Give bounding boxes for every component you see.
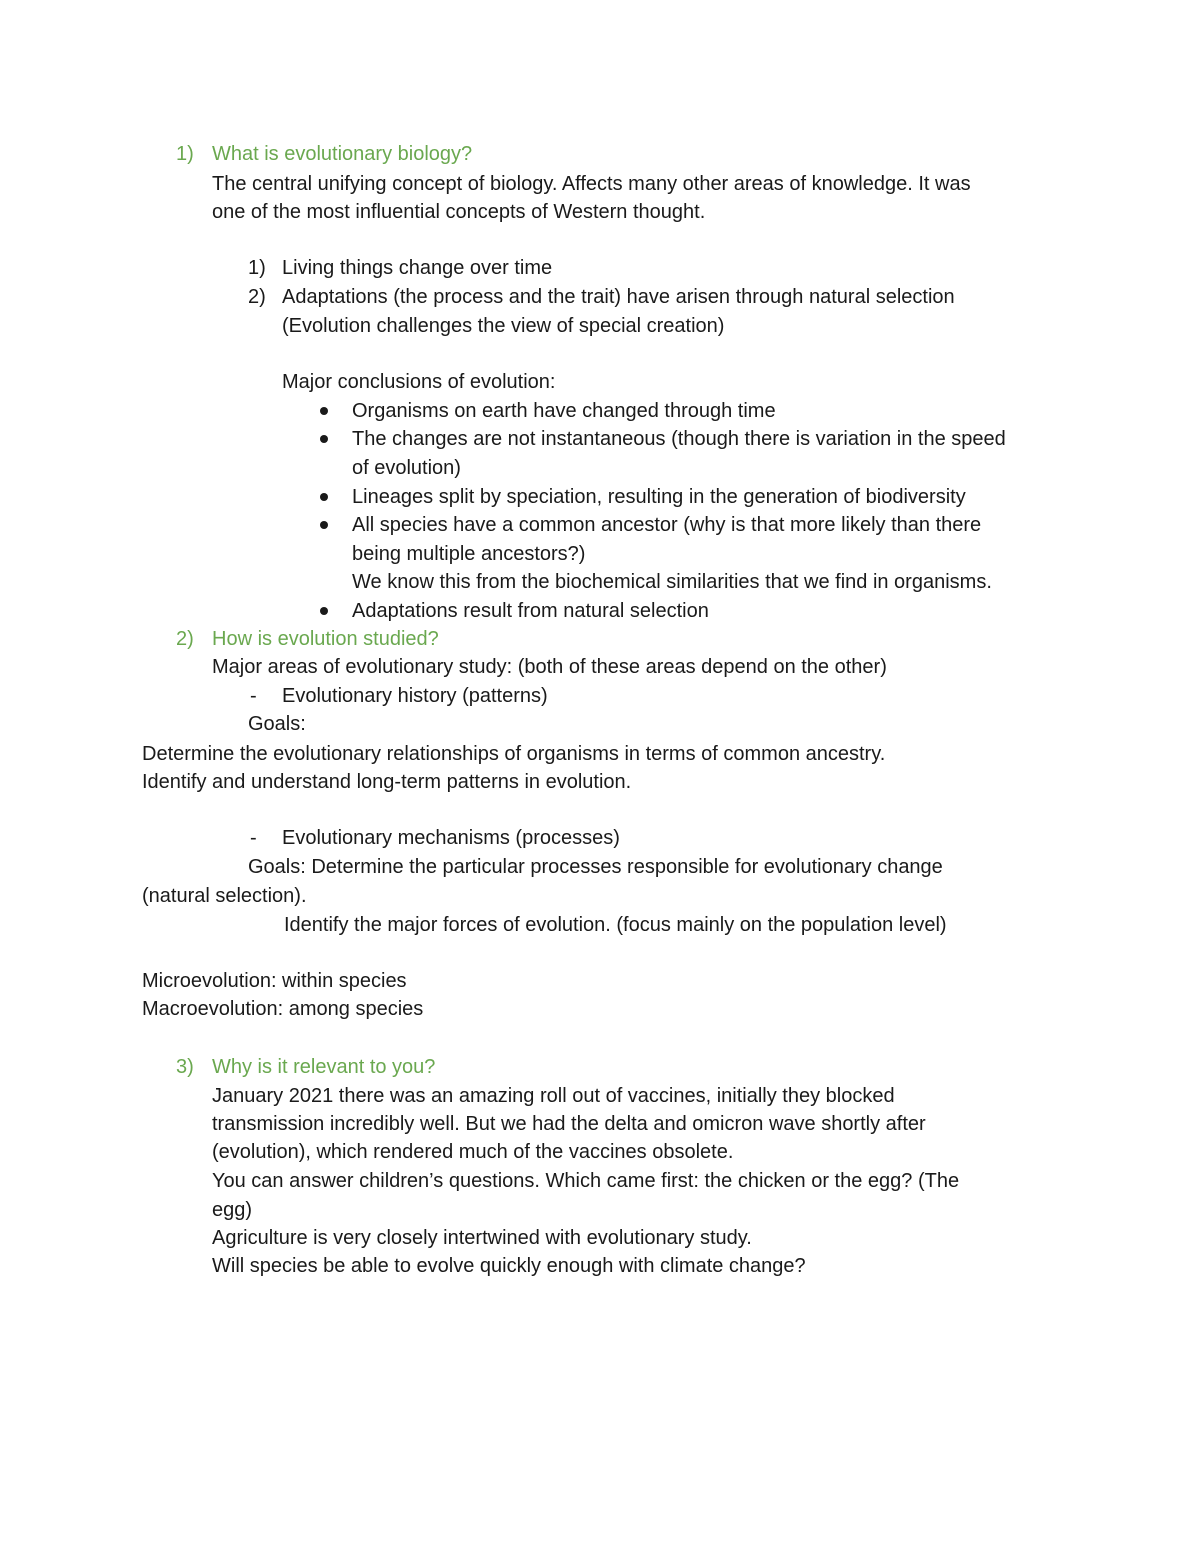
- microevolution-line: Microevolution: within species: [142, 970, 407, 992]
- conclusion-text: Adaptations result from natural selection: [352, 600, 709, 622]
- conclusions-title: Major conclusions of evolution:: [282, 371, 556, 393]
- bullet-icon: [320, 493, 328, 501]
- dash-marker: -: [250, 827, 257, 849]
- point-number: 1): [248, 257, 266, 279]
- area-title: Evolutionary mechanisms (processes): [282, 827, 620, 849]
- section-3-line: January 2021 there was an amazing roll out of vaccines, initially they blocked: [212, 1085, 895, 1107]
- section-3-number: 3): [176, 1056, 194, 1078]
- section-3-line: You can answer children’s questions. Which came first: the chicken or the egg? (The: [212, 1170, 960, 1192]
- goals-label: Goals:: [248, 713, 306, 735]
- section-2-heading: How is evolution studied?: [212, 628, 439, 650]
- section-3-line: Will species be able to evolve quickly enough with climate change?: [212, 1255, 806, 1277]
- bullet-icon: [320, 435, 328, 443]
- goal-text: (natural selection).: [142, 885, 307, 907]
- macroevolution-line: Macroevolution: among species: [142, 998, 424, 1020]
- point-number: 2): [248, 286, 266, 308]
- section-1-intro-line: one of the most influential concepts of Western thought.: [212, 201, 706, 223]
- section-1-intro-line: The central unifying concept of biology. Affects many other areas of knowledge. It was: [212, 173, 971, 195]
- section-3-line: (evolution), which rendered much of the vaccines obsolete.: [212, 1141, 734, 1163]
- section-3-heading: Why is it relevant to you?: [212, 1056, 436, 1078]
- conclusion-text: The changes are not instantaneous (though there is variation in the speed: [352, 428, 1006, 450]
- section-3-line: Agriculture is very closely intertwined with evolutionary study.: [212, 1227, 752, 1249]
- conclusion-text: Organisms on earth have changed through time: [352, 400, 776, 422]
- goal-text: Identify the major forces of evolution. (focus mainly on the population level): [284, 914, 947, 936]
- point-text: (Evolution challenges the view of special creation): [282, 315, 725, 337]
- conclusion-text: All species have a common ancestor (why is that more likely than there: [352, 514, 982, 536]
- section-3-line: egg): [212, 1199, 253, 1221]
- area-title: Evolutionary history (patterns): [282, 685, 548, 707]
- bullet-icon: [320, 407, 328, 415]
- goal-text: Determine the evolutionary relationships of organisms in terms of common ancestry.: [142, 743, 886, 765]
- bullet-icon: [320, 607, 328, 615]
- conclusion-text: Lineages split by speciation, resulting in the generation of biodiversity: [352, 486, 966, 508]
- goal-text: Identify and understand long-term patterns in evolution.: [142, 771, 632, 793]
- conclusion-text: of evolution): [352, 457, 461, 479]
- point-text: Living things change over time: [282, 257, 553, 279]
- point-text: Adaptations (the process and the trait) have arisen through natural selection: [282, 286, 955, 308]
- goal-text: Goals: Determine the particular processes responsible for evolutionary change: [248, 856, 943, 878]
- section-1-number: 1): [176, 143, 194, 165]
- dash-marker: -: [250, 685, 257, 707]
- section-3-line: transmission incredibly well. But we had the delta and omicron wave shortly after: [212, 1113, 926, 1135]
- bullet-icon: [320, 521, 328, 529]
- conclusion-text: being multiple ancestors?): [352, 543, 586, 565]
- section-2-intro: Major areas of evolutionary study: (both of these areas depend on the other): [212, 656, 887, 678]
- conclusion-text: We know this from the biochemical similarities that we find in organisms.: [352, 571, 992, 593]
- section-2-number: 2): [176, 628, 194, 650]
- section-1-heading: What is evolutionary biology?: [212, 143, 473, 165]
